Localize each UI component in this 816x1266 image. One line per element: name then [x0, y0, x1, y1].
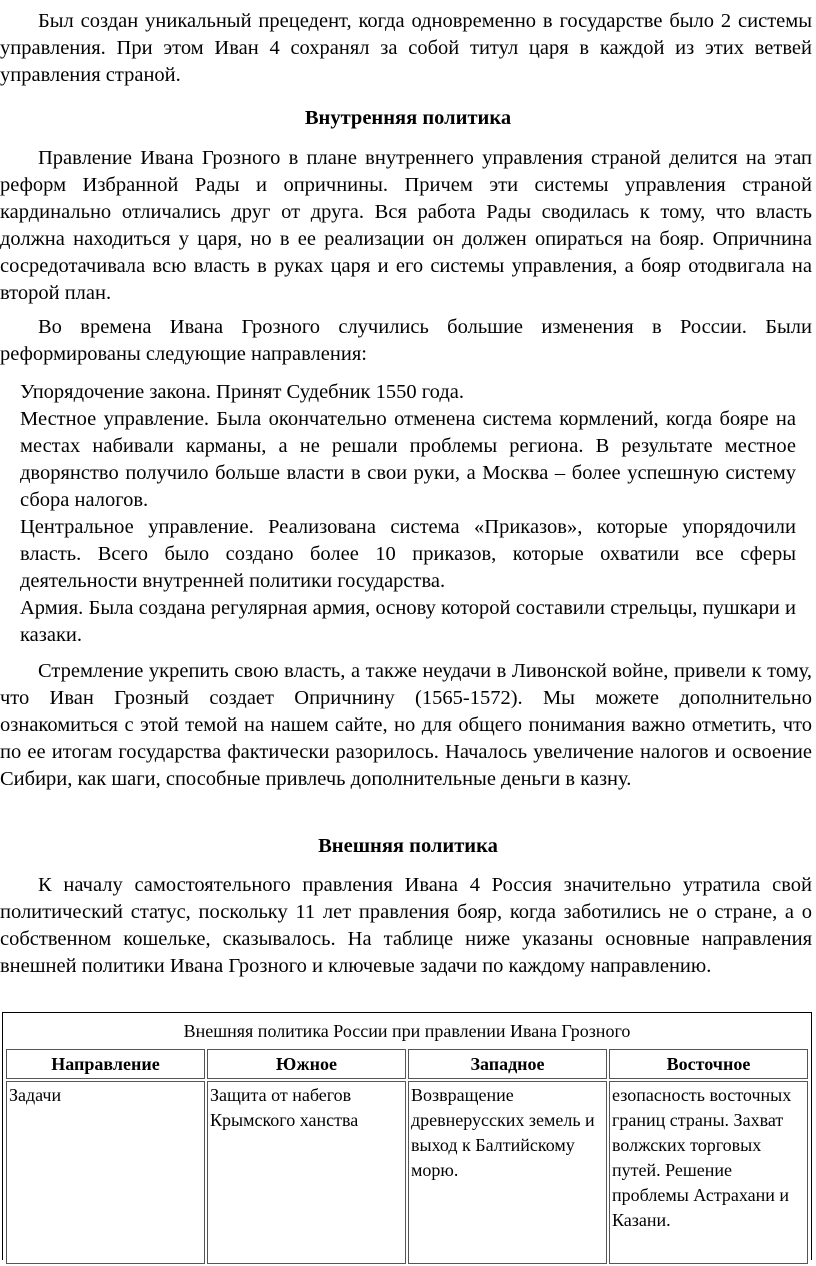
heading-external-policy: Внешняя политика — [318, 835, 498, 857]
paragraph-external-1: К началу самостоятельного правления Ивана 4 Россия значительно утратила свой политический статус, поскольку 11 лет правления бояр, когда заботились не о стране, а о собственном кошельке, сказывалось. На таблице ниже указаны основные направления внешней политики Ивана Грозного и ключевые задачи по каждому направлению. — [0, 874, 812, 977]
table-row — [6, 1081, 808, 1264]
cell-south-tasks: Защита от набегов Крымского ханства — [207, 1081, 406, 1264]
header-east: Восточное — [609, 1049, 808, 1079]
paragraph-internal-2: Во времена Ивана Грозного случились большие изменения в России. Были реформированы следующие направления: — [0, 316, 812, 365]
paragraph-internal-1: Правление Ивана Грозного в плане внутреннего управления страной делится на этап реформ Избранной Рады и опричнины. Причем эти системы управления страной кардинально отличались друг от друга. Вся работа Рады сводилась к тому, что власть должна находиться у царя, но в ее реализации он должен опираться на бояр. Опричнина сосредотачивала всю власть в руках царя и его системы управления, а бояр отодвигала на второй план. — [0, 147, 812, 304]
reform-item-army: Армия. Была создана регулярная армия, основу которой составили стрельцы, пушкари и казаки. — [20, 597, 796, 646]
cell-east-tasks: езопасность восточных границ страны. Захват волжских торговых путей. Решение проблемы Астрахани и Казани. — [609, 1081, 808, 1264]
paragraph-intro: Был создан уникальный прецедент, когда одновременно в государстве было 2 системы управления. При этом Иван 4 сохранял за собой титул царя в каждой из этих ветвей управления страной. — [0, 10, 812, 86]
reform-item-law: Упорядочение закона. Принят Судебник 1550 года. — [20, 381, 464, 403]
paragraph-internal-3: Стремление укрепить свою власть, а также неудачи в Ливонской войне, привели к тому, что Иван Грозный создает Опричнину (1565-1572). Мы можете дополнительно ознакомиться с этой темой на нашем сайте, но для общего понимания важно отметить, что по ее итогам государства фактически разорилось. Началось увеличение налогов и освоение Сибири, как шаги, способные привлечь дополнительные деньги в казну. — [0, 660, 812, 790]
header-direction: Направление — [6, 1049, 205, 1079]
reform-item-central: Центральное управление. Реализована система «Приказов», которые упорядочили власть. Всего было создано более 10 приказов, которые охватили все сферы деятельности внутренней политики государства. — [20, 516, 796, 592]
table-header-row — [6, 1049, 808, 1079]
heading-internal-policy: Внутренняя политика — [304, 107, 512, 129]
cell-tasks-label: Задачи — [6, 1081, 205, 1264]
foreign-policy-table-frame — [2, 1012, 812, 1260]
cell-west-tasks: Возвращение древнерусских земель и выход к Балтийскому морю. — [408, 1081, 607, 1264]
reform-item-local: Местное управление. Была окончательно отменена система кормлений, когда бояре на местах набивали карманы, а не решали проблемы региона. В результате местное дворянство получило больше власти в свои руки, а Москва – более успешную систему сбора налогов. — [20, 408, 796, 511]
header-west: Западное — [408, 1049, 607, 1079]
header-south: Южное — [207, 1049, 406, 1079]
table-caption: Внешняя политика России при правлении Ивана Грозного — [183, 1021, 631, 1041]
foreign-policy-table — [4, 1047, 810, 1266]
